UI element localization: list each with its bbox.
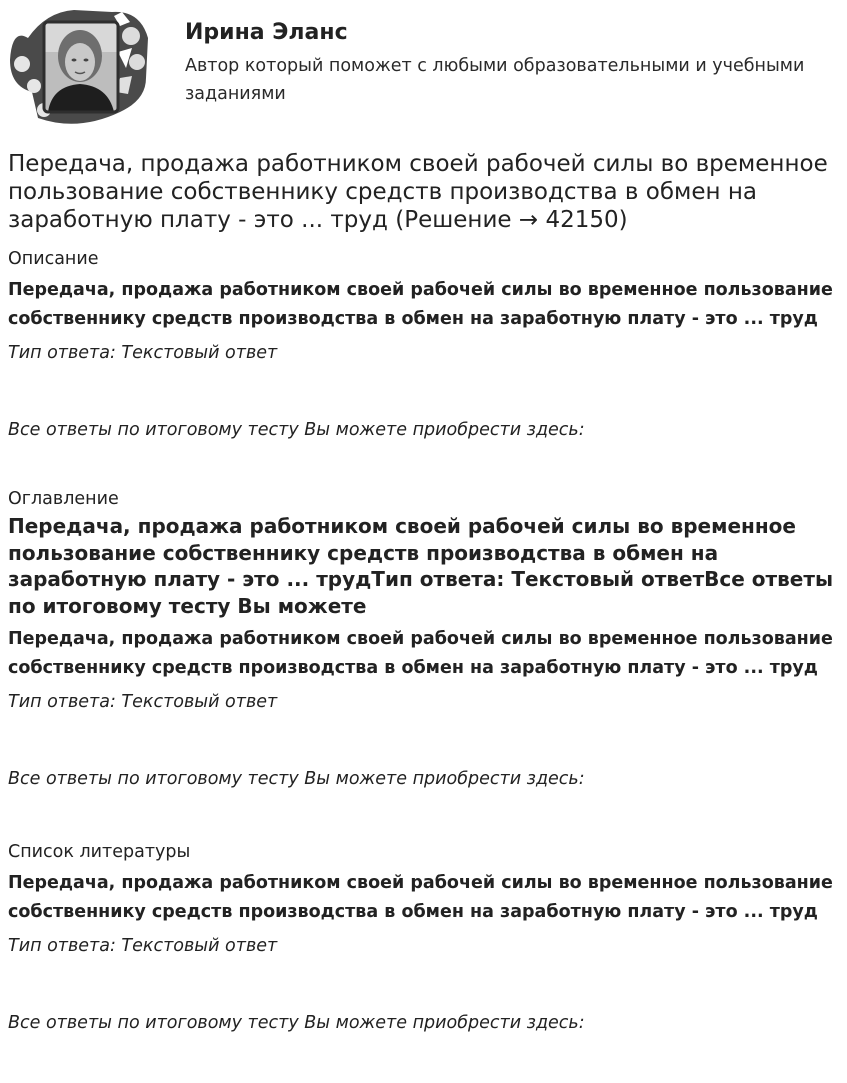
answer-type: Тип ответа: Текстовый ответ	[8, 343, 278, 363]
author-description: Автор который поможет с любыми образовательными и учебными заданиями	[185, 56, 805, 104]
question-text: Передача, продажа работником своей рабочей силы во временное пользование собственнику средств производства в обмен на заработную плату - это ... труд	[8, 280, 833, 329]
answer-type: Тип ответа: Текстовый ответ	[8, 692, 278, 712]
question-text: Передача, продажа работником своей рабочей силы во временное пользование собственнику средств производства в обмен на заработную плату - это ... труд	[8, 629, 833, 678]
purchase-note: Все ответы по итоговому тесту Вы можете приобрести здесь:	[8, 769, 585, 789]
avatar[interactable]	[8, 8, 153, 128]
toc-heading: Передача, продажа работником своей рабочей силы во временное пользование собственнику средств производства в обмен на заработную плату - это ... трудТип ответа: Текстовый ответВсе ответы по итоговому тесту Вы можете	[8, 514, 834, 618]
author-name[interactable]: Ирина Эланс	[185, 20, 348, 45]
purchase-note: Все ответы по итоговому тесту Вы можете приобрести здесь:	[8, 420, 585, 440]
description-section	[8, 248, 838, 441]
toc-section	[8, 488, 838, 790]
purchase-note: Все ответы по итоговому тесту Вы можете приобрести здесь:	[8, 1013, 585, 1033]
section-label-literature: Список литературы	[8, 842, 191, 862]
section-label-toc: Оглавление	[8, 489, 119, 509]
answer-type: Тип ответа: Текстовый ответ	[8, 936, 278, 956]
avatar-image	[8, 8, 153, 128]
author-header	[8, 8, 838, 128]
literature-section	[8, 841, 838, 1034]
question-text: Передача, продажа работником своей рабочей силы во временное пользование собственнику средств производства в обмен на заработную плату - это ... труд	[8, 873, 833, 922]
section-label-description: Описание	[8, 249, 99, 269]
page-title: Передача, продажа работником своей рабочей силы во временное пользование собственнику средств производства в обмен на заработную плату - это ... труд (Решение → 42150)	[8, 151, 828, 233]
